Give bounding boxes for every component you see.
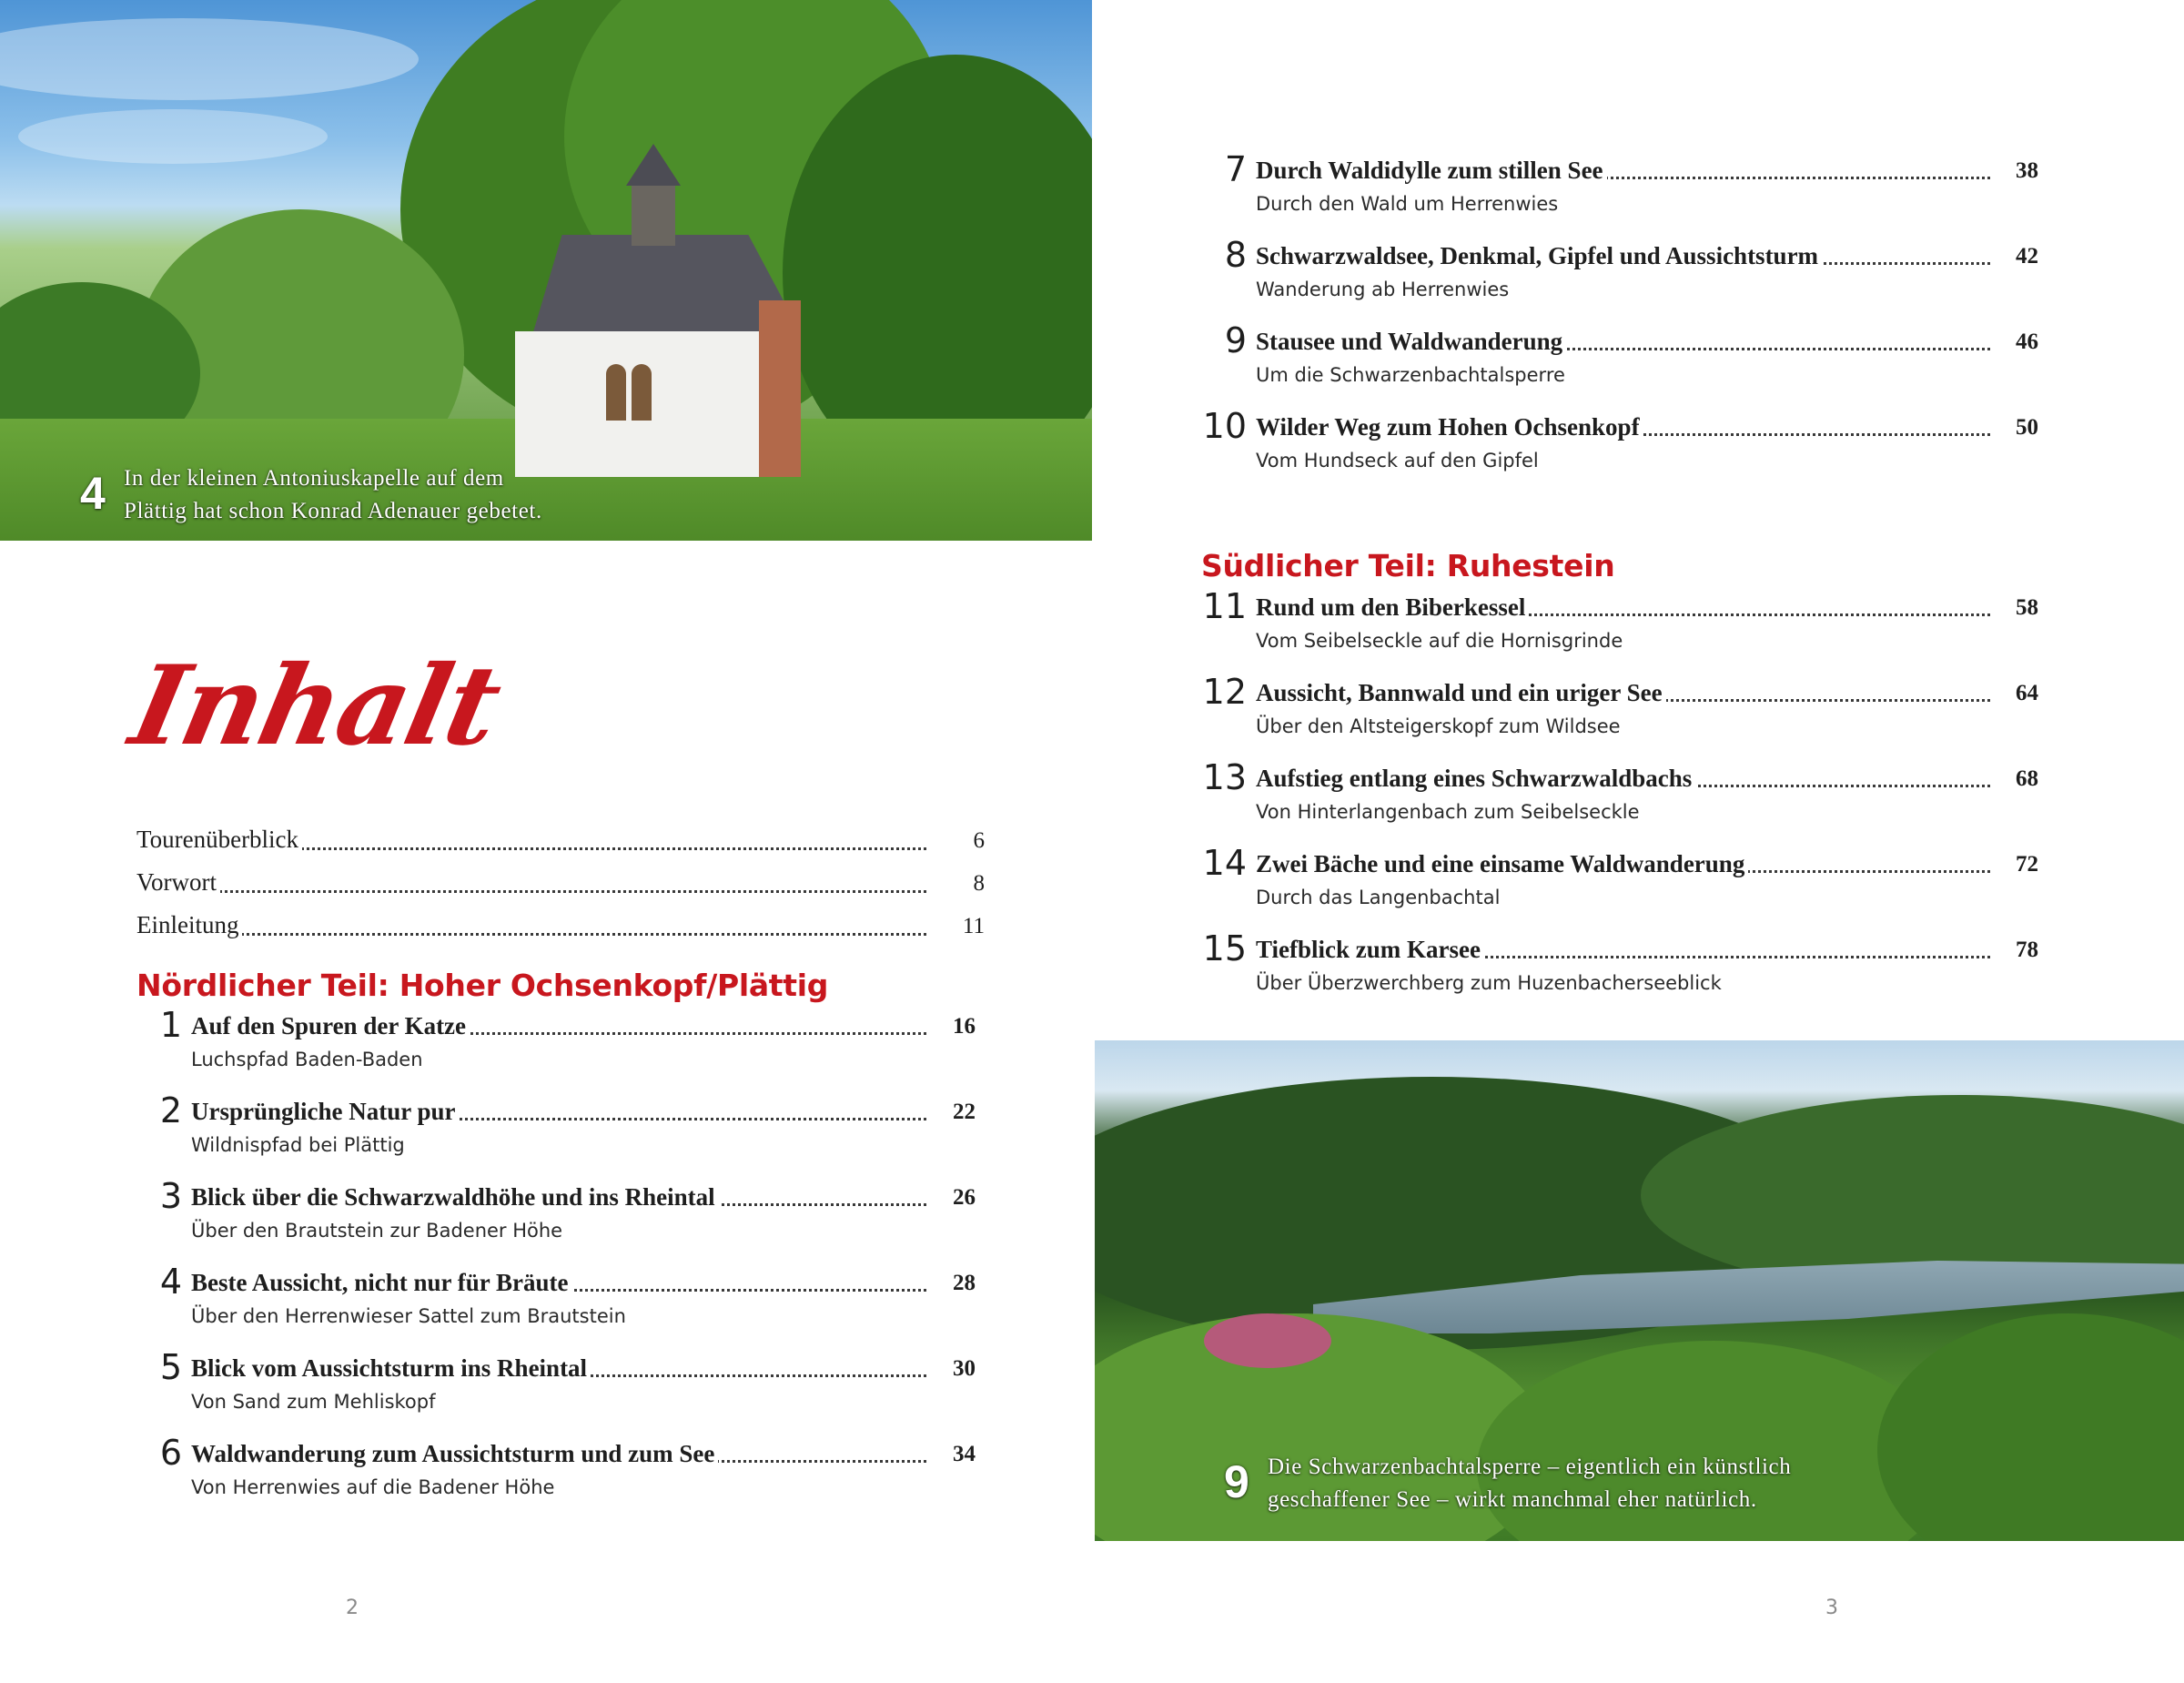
tour-subtitle: Luchspfad Baden-Baden bbox=[191, 1049, 423, 1070]
page-number-right: 3 bbox=[1825, 1597, 1838, 1619]
toc-page-number: 22 bbox=[953, 1100, 976, 1124]
tour-title[interactable]: Stausee und Waldwanderung bbox=[1256, 328, 1566, 356]
chapel-window bbox=[632, 364, 652, 421]
tour-title[interactable]: Rund um den Biberkessel bbox=[1256, 593, 1529, 622]
tour-number: 15 bbox=[1202, 928, 1247, 968]
tour-title[interactable]: Beste Aussicht, nicht nur für Bräute bbox=[191, 1269, 572, 1297]
toc-page-number: 68 bbox=[2016, 766, 2038, 791]
tour-title[interactable]: Waldwanderung zum Aussichtsturm und zum See bbox=[191, 1440, 718, 1468]
tour-title[interactable]: Aufstieg entlang eines Schwarzwaldbachs bbox=[1256, 765, 1695, 793]
tour-number: 1 bbox=[159, 1005, 182, 1045]
tour-subtitle: Über den Altsteigerskopf zum Wildsee bbox=[1256, 715, 1621, 737]
dot-leader bbox=[136, 933, 926, 936]
caption-tour-number: 4 bbox=[80, 468, 106, 519]
tour-subtitle: Von Sand zum Mehliskopf bbox=[191, 1391, 436, 1413]
tour-subtitle: Vom Seibelseckle auf die Hornisgrinde bbox=[1256, 630, 1623, 652]
tour-title[interactable]: Auf den Spuren der Katze bbox=[191, 1012, 470, 1040]
tour-title[interactable]: Tiefblick zum Karsee bbox=[1256, 936, 1484, 964]
lake-caption bbox=[1224, 1451, 1952, 1524]
tour-subtitle: Durch das Langenbachtal bbox=[1256, 887, 1501, 908]
tour-subtitle: Von Hinterlangenbach zum Seibelseckle bbox=[1256, 801, 1640, 823]
toc-page-number: 64 bbox=[2016, 681, 2038, 705]
tour-number: 7 bbox=[1224, 149, 1247, 189]
toc-intro-label: Vorwort bbox=[136, 868, 220, 897]
toc-intro-row[interactable] bbox=[136, 907, 985, 943]
section-title-south: Südlicher Teil: Ruhestein bbox=[1201, 548, 1615, 583]
caption-line: In der kleinen Antoniuskapelle auf dem bbox=[124, 466, 504, 491]
chapel-window bbox=[606, 364, 626, 421]
toc-intro-label: Tourenüberblick bbox=[136, 826, 302, 854]
tour-subtitle: Durch den Wald um Herrenwies bbox=[1256, 193, 1559, 215]
toc-intro-label: Einleitung bbox=[136, 911, 242, 939]
tour-title[interactable]: Ursprüngliche Natur pur bbox=[191, 1098, 460, 1126]
page-number-left: 2 bbox=[346, 1597, 359, 1619]
toc-page-number: 8 bbox=[973, 871, 985, 896]
tour-number: 2 bbox=[159, 1090, 182, 1130]
tour-number: 9 bbox=[1224, 320, 1247, 360]
tour-subtitle: Über den Herrenwieser Sattel zum Brautstein bbox=[191, 1305, 626, 1327]
toc-page-number: 34 bbox=[953, 1442, 976, 1466]
tour-title[interactable]: Blick über die Schwarzwaldhöhe und ins Rheintal bbox=[191, 1183, 719, 1212]
lake-photo bbox=[1095, 1040, 2184, 1541]
tour-title[interactable]: Wilder Weg zum Hohen Ochsenkopf bbox=[1256, 413, 1643, 441]
toc-page-number: 50 bbox=[2016, 415, 2038, 440]
toc-page-number: 78 bbox=[2016, 938, 2038, 962]
caption-line: Die Schwarzenbachtalsperre – eigentlich ein künstlich bbox=[1268, 1455, 1792, 1479]
section-title-north: Nördlicher Teil: Hoher Ochsenkopf/Plättig bbox=[136, 968, 829, 1003]
dot-leader bbox=[136, 890, 926, 893]
tour-number: 10 bbox=[1202, 406, 1247, 446]
toc-page-number: 46 bbox=[2016, 330, 2038, 354]
tour-subtitle: Wildnispfad bei Plättig bbox=[191, 1134, 405, 1156]
tour-subtitle: Über Überzwerchberg zum Huzenbacherseeblick bbox=[1256, 972, 1722, 994]
tour-subtitle: Über den Brautstein zur Badener Höhe bbox=[191, 1220, 563, 1242]
toc-page-number: 42 bbox=[2016, 244, 2038, 269]
chapel-caption bbox=[80, 462, 699, 535]
caption-line: geschaffener See – wirkt manchmal eher natürlich. bbox=[1268, 1487, 1757, 1512]
tour-number: 13 bbox=[1202, 757, 1247, 797]
tour-number: 5 bbox=[159, 1347, 182, 1387]
toc-intro-row[interactable] bbox=[136, 821, 985, 857]
toc-page-number: 30 bbox=[953, 1356, 976, 1381]
tour-title[interactable]: Zwei Bäche und eine einsame Waldwanderung bbox=[1256, 850, 1748, 878]
tour-title[interactable]: Schwarzwaldsee, Denkmal, Gipfel und Aussichtsturm bbox=[1256, 242, 1822, 270]
caption-tour-number: 9 bbox=[1224, 1456, 1250, 1507]
cloud bbox=[18, 109, 328, 164]
cloud bbox=[0, 18, 419, 100]
toc-page-number: 26 bbox=[953, 1185, 976, 1210]
tour-number: 8 bbox=[1224, 235, 1247, 275]
tour-subtitle: Wanderung ab Herrenwies bbox=[1256, 279, 1510, 300]
toc-page-number: 16 bbox=[953, 1014, 976, 1039]
tour-number: 4 bbox=[159, 1262, 182, 1302]
toc-page-number: 72 bbox=[2016, 852, 2038, 877]
flowers bbox=[1204, 1313, 1331, 1368]
chapel-photo bbox=[0, 0, 1092, 541]
toc-page-number: 11 bbox=[962, 914, 985, 938]
tour-subtitle: Von Herrenwies auf die Badener Höhe bbox=[191, 1476, 555, 1498]
tour-subtitle: Um die Schwarzenbachtalsperre bbox=[1256, 364, 1565, 386]
tour-title[interactable]: Blick vom Aussichtsturm ins Rheintal bbox=[191, 1354, 591, 1383]
caption-line: Plättig hat schon Konrad Adenauer gebetet. bbox=[124, 499, 542, 523]
toc-page-number: 38 bbox=[2016, 158, 2038, 183]
tour-number: 12 bbox=[1202, 672, 1247, 712]
tour-subtitle: Vom Hundseck auf den Gipfel bbox=[1256, 450, 1539, 471]
toc-page-number: 58 bbox=[2016, 595, 2038, 620]
chapel-side-wall bbox=[759, 300, 801, 477]
tour-number: 14 bbox=[1202, 843, 1247, 883]
toc-page-number: 28 bbox=[953, 1271, 976, 1295]
tour-title[interactable]: Aussicht, Bannwald und ein uriger See bbox=[1256, 679, 1666, 707]
chapel-tower bbox=[632, 182, 675, 246]
page-title: Inhalt bbox=[121, 642, 511, 770]
tour-number: 11 bbox=[1202, 586, 1247, 626]
toc-page-number: 6 bbox=[973, 828, 985, 853]
toc-intro-row[interactable] bbox=[136, 864, 985, 900]
tour-number: 6 bbox=[159, 1433, 182, 1473]
tour-title[interactable]: Durch Waldidylle zum stillen See bbox=[1256, 157, 1607, 185]
tour-number: 3 bbox=[159, 1176, 182, 1216]
